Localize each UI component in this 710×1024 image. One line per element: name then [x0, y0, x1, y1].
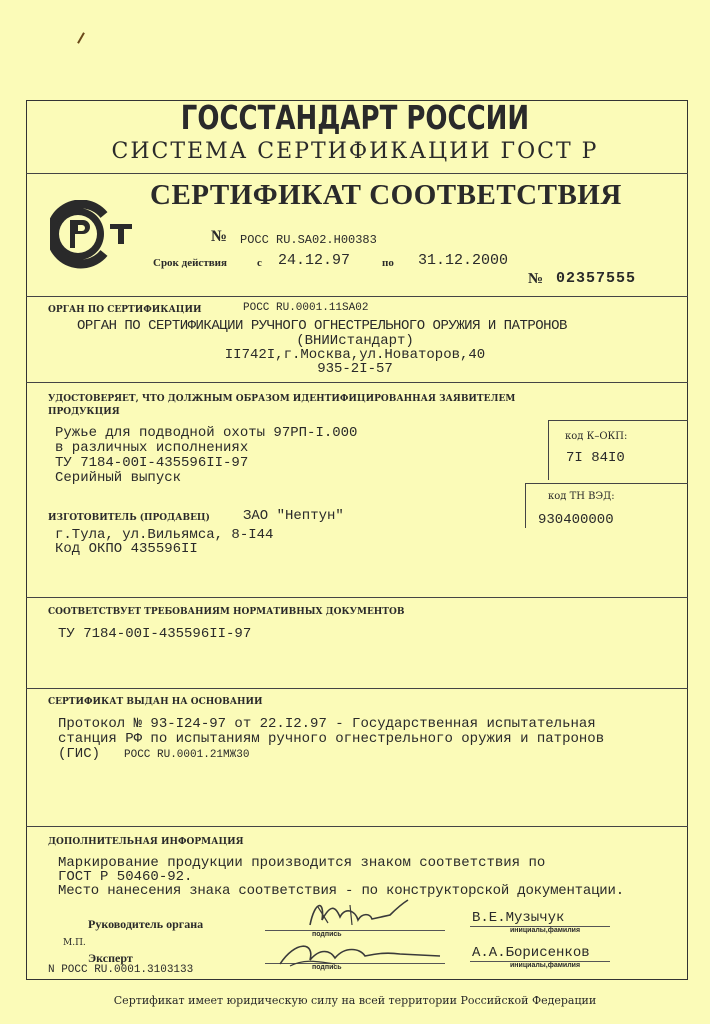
expert-label: Эксперт — [88, 951, 133, 965]
basis-line3a: (ГИС) — [58, 746, 101, 762]
product-line3: ТУ 7184-00I-435596II-97 — [55, 455, 249, 471]
to-label: по — [382, 257, 394, 269]
additional-line3: Место нанесения знака соответствия - по конструкторской документации. — [58, 883, 624, 899]
head-label: Руководитель органа — [88, 917, 204, 931]
blank-number-label: № — [528, 271, 544, 287]
conformity-value: ТУ 7184-00I-435596II-97 — [58, 626, 252, 642]
title-divider — [26, 296, 688, 297]
to-date: 31.12.2000 — [418, 252, 509, 269]
conformity-divider — [26, 688, 688, 689]
seal-label: М.П. — [63, 938, 86, 948]
expert-name: А.А.Борисенков — [472, 945, 590, 961]
additional-line1: Маркирование продукции производится знаком соответствия по — [58, 855, 546, 871]
additional-label: ДОПОЛНИТЕЛЬНАЯ ИНФОРМАЦИЯ — [48, 837, 244, 847]
tnved-value: 930400000 — [538, 512, 614, 528]
pen-mark — [77, 32, 85, 43]
cert-body-phone: 935-2I-57 — [317, 361, 393, 377]
okp-label: код К–ОКП: — [565, 431, 628, 442]
manufacturer-name: ЗАО "Нептун" — [243, 508, 344, 524]
product-line1: Ружье для подводной охоты 97РП-I.000 — [55, 425, 358, 441]
expert-number: N РОСС RU.0001.3103133 — [48, 964, 194, 976]
product-label-line2: ПРОДУКЦИЯ — [48, 407, 120, 417]
head-signature-image — [300, 895, 420, 935]
certificate-number: РОСС RU.SA02.H00383 — [240, 233, 377, 247]
conformity-label: СООТВЕТСТВУЕТ ТРЕБОВАНИЯМ НОРМАТИВНЫХ ДОКУМЕНТОВ — [48, 607, 405, 617]
from-date: 24.12.97 — [278, 252, 351, 269]
validity-label: Срок действия — [153, 257, 227, 269]
footer-note: Сертификат имеет юридическую силу на всей территории Российской Федерации — [113, 994, 597, 1007]
basis-label: СЕРТИФИКАТ ВЫДАН НА ОСНОВАНИИ — [48, 697, 263, 707]
from-label: с — [257, 257, 262, 269]
basis-line2: станция РФ по испытаниям ручного огнестрельного оружия и патронов — [58, 731, 605, 747]
certificate-title: СЕРТИФИКАТ СООТВЕТСТВИЯ — [150, 179, 622, 211]
cert-body-abbr: (ВНИИстандарт) — [296, 333, 414, 349]
blank-number: 02357555 — [556, 270, 637, 287]
tnved-label: код ТН ВЭД: — [548, 491, 615, 502]
agency-title: ГОССТАНДАРТ РОССИИ — [180, 100, 530, 138]
header-divider — [26, 173, 688, 174]
number-label: № — [211, 228, 228, 245]
cert-body-code: РОСС RU.0001.11SA02 — [243, 302, 369, 314]
system-title: СИСТЕМА СЕРТИФИКАЦИИ ГОСТ Р — [111, 139, 599, 164]
okp-value: 7I 84I0 — [566, 450, 625, 466]
expert-signature-caption: подпись — [312, 964, 342, 971]
head-signature-caption: подпись — [312, 931, 342, 938]
manufacturer-divider — [26, 597, 688, 598]
cert-body-name: ОРГАН ПО СЕРТИФИКАЦИИ РУЧНОГО ОГНЕСТРЕЛЬНОГО ОРУЖИЯ И ПАТРОНОВ — [77, 318, 567, 334]
body-divider — [26, 382, 688, 383]
rst-logo-icon — [50, 200, 140, 270]
manufacturer-okpo: Код ОКПО 435596II — [55, 541, 198, 557]
manufacturer-address: г.Тула, ул.Вильямса, 8-I44 — [55, 527, 274, 543]
product-label-line1: УДОСТОВЕРЯЕТ, ЧТО ДОЛЖНЫМ ОБРАЗОМ ИДЕНТИФИЦИРОВАННАЯ ЗАЯВИТЕЛЕМ — [48, 394, 516, 404]
expert-name-caption: инициалы,фамилия — [510, 962, 581, 969]
product-line2: в различных исполнениях — [55, 440, 249, 456]
manufacturer-label: ИЗГОТОВИТЕЛЬ (ПРОДАВЕЦ) — [48, 513, 210, 523]
basis-line1: Протокол № 93-I24-97 от 22.I2.97 - Государственная испытательная — [58, 716, 596, 732]
cert-body-label: ОРГАН ПО СЕРТИФИКАЦИИ — [48, 305, 202, 315]
product-line4: Серийный выпуск — [55, 470, 182, 486]
expert-signature-image — [275, 936, 445, 972]
additional-line2: ГОСТ Р 50460-92. — [58, 869, 193, 885]
head-name-caption: инициалы,фамилия — [510, 927, 581, 934]
cert-body-address: II742I,г.Москва,ул.Новаторов,40 — [224, 347, 486, 363]
basis-line3b: РОСС RU.0001.21МЖ30 — [124, 749, 250, 761]
head-name: В.Е.Музычук — [472, 910, 565, 926]
basis-divider — [26, 826, 688, 827]
